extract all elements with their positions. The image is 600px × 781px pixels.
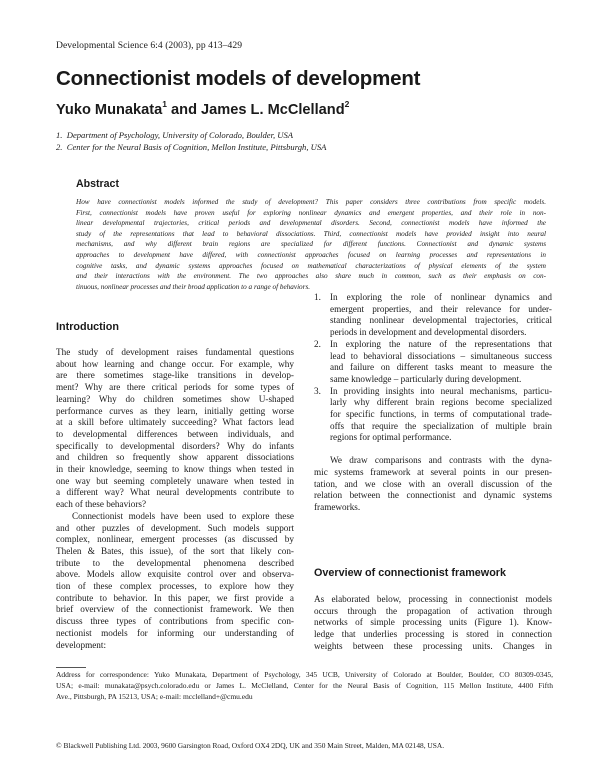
abstract-line: study of the representations that lead to behavioral dissociations. Third, connectionist models have provided insight into neural <box>76 229 546 238</box>
author-affiliation-mark: 1 <box>162 99 167 109</box>
list-item-line: and failure on different tasks meant to measure the <box>330 362 552 373</box>
affiliation: 2. Center for the Neural Basis of Cognition, Mellon Institute, Pittsburgh, USA <box>56 142 327 152</box>
text-line: a different way? What neural developments contribute to <box>56 487 294 498</box>
list-item-line: In providing insights into neural mechanisms, particu- <box>330 385 552 396</box>
abstract-line: linear developmental trajectories, critical periods and developmental disorders. Second, connectionist models have informed the <box>76 219 546 228</box>
list-item-line: offs that require the specialization of multiple brain <box>330 420 552 431</box>
copyright-notice: © Blackwell Publishing Ltd. 2003, 9600 Garsington Road, Oxford OX4 2DQ, UK and 350 Main Street, Malden, MA 02148, USA. <box>56 741 445 750</box>
list-item <box>314 292 552 339</box>
abstract-line: mechanisms, and why different brain regions are specialized for different functions. Connectionist and dynamic systems <box>76 240 546 249</box>
list-item-line: standing nonlinear developmental trajectories, critical <box>330 315 552 326</box>
list-item-line: lead to behavioral dissociations – simultaneous success <box>330 350 552 361</box>
text-line: Connectionist models have been used to explore these <box>72 510 294 521</box>
text-line: Thelen & Bates, this issue), of the sort that likely con- <box>56 545 294 556</box>
text-line: ment? Why are there critical periods for some types of <box>56 382 294 393</box>
abstract-line: approaches to development have differed, with connectionist approaches focused on learning processes and representations in <box>76 250 546 259</box>
right-column <box>314 292 552 514</box>
text-line: each of these behaviors? <box>56 499 147 510</box>
author-joiner: and <box>166 101 202 118</box>
introduction-heading: Introduction <box>56 321 119 333</box>
text-line: frameworks. <box>314 501 361 512</box>
address-line: Ave., Pittsburgh, PA 15213, USA; e-mail: mcclelland+@cmu.edu <box>56 692 253 702</box>
text-line: ledge that underlies processing is stored in connection <box>314 629 552 640</box>
intro-paragraph-1 <box>56 347 294 511</box>
text-line: in their knowledge, seeming to know things when tested in <box>56 464 294 475</box>
author-list <box>56 100 349 118</box>
left-column <box>56 347 294 651</box>
address-line: Address for correspondence: Yuko Munakata, Department of Psychology, 345 UCB, University of Colorado at Boulder, Boulder, CO 80309-0345, <box>56 670 553 679</box>
address-line: USA; e-mail: munakata@psych.colorado.edu or James L. McClelland, Center for the Neural Basis of Cognition, 115 Mellon Institute, 4400 Fifth <box>56 681 553 691</box>
text-line: The study of development raises fundamental questions <box>56 347 294 357</box>
correspondence-address <box>56 669 553 703</box>
text-line: learning? Why do children sometimes show U-shaped <box>56 393 294 404</box>
abstract-line: cognitive tasks, and dynamic systems approaches focused on mathematical characterizations of physical elements of the system <box>76 261 546 270</box>
text-line: tation, and we close with an overall discussion of the <box>314 478 552 489</box>
text-line: development: <box>56 639 107 650</box>
paper-title: Connectionist models of development <box>56 67 421 90</box>
list-item-line: emergent properties, and their relevance for under- <box>330 303 552 314</box>
abstract-line: How have connectionist models informed the study of development? This paper considers three contributions from specific models. <box>76 198 546 206</box>
intro-paragraph-3 <box>314 455 552 514</box>
text-line: tion of these complex processes, to explore how they <box>56 581 294 592</box>
text-line: one way but seeming completely unaware when tested in <box>56 475 294 486</box>
text-line: above. Models allow exquisite control over and observa- <box>56 569 294 580</box>
abstract-line: tinuous, nonlinear processes and their broad application to a range of behaviors. <box>76 282 311 291</box>
intro-paragraph-2 <box>56 511 294 651</box>
list-item-line: periods in development and developmental disorders. <box>330 327 527 338</box>
author-name: James L. McClelland <box>201 101 345 118</box>
text-line: and other puzzles of development. Such models support <box>56 522 294 533</box>
list-item-line: larly why different brain regions become specialized <box>330 397 552 408</box>
overview-text <box>314 594 552 653</box>
list-number: 1. <box>314 292 321 302</box>
author-name: Yuko Munakata <box>56 101 163 118</box>
text-line: at a skill before ultimately succeeding? What factors lead <box>56 417 294 428</box>
text-line: complex, nonlinear, emergent processes (as discussed by <box>56 534 294 545</box>
text-line: brief overview of the connectionist framework. We then <box>56 604 294 615</box>
text-line: weights between these processing units. Changes in <box>314 640 552 651</box>
text-line: As elaborated below, processing in connectionist models <box>314 594 552 604</box>
list-item-line: regions for optimal performance. <box>330 432 452 443</box>
abstract-line: and their interactions with the environment. The two approaches also share much in common, such as their emphasis on con- <box>76 272 546 281</box>
text-line: about how learning and change occur. For example, why <box>56 358 294 369</box>
author-affiliation-mark: 2 <box>344 99 350 109</box>
text-line: nectionist models for informing our understanding of <box>56 627 294 638</box>
list-item <box>314 386 552 445</box>
contribution-list <box>314 292 552 444</box>
text-line: mic systems framework at several points in our presen- <box>314 466 552 477</box>
text-line: are there sometimes stage-like transitions in develop- <box>56 370 294 381</box>
affiliation: 1. Department of Psychology, University of Colorado, Boulder, USA <box>56 130 294 140</box>
text-line: We draw comparisons and contrasts with the dyna- <box>330 455 552 466</box>
list-item-line: for specific functions, in terms of computational trade- <box>330 409 552 420</box>
text-line: specifically to developmental disorders? Why do infants <box>56 440 294 451</box>
list-number: 3. <box>314 385 321 396</box>
abstract-heading: Abstract <box>76 178 119 190</box>
text-line: performance curves as they learn, initially getting worse <box>56 405 294 416</box>
list-item-line: same knowledge – particularly during development. <box>330 373 522 384</box>
overview-heading: Overview of connectionist framework <box>314 567 506 579</box>
text-line: tribute to the developmental phenomena described <box>56 557 294 568</box>
journal-citation: Developmental Science 6:4 (2003), pp 413–429 <box>56 40 243 51</box>
footnote-rule <box>56 667 86 668</box>
list-item-line: In exploring the role of nonlinear dynamics and <box>330 292 552 302</box>
abstract-body <box>76 197 546 292</box>
text-line: relation between the connectionist and dynamic systems <box>314 490 552 501</box>
text-line: discuss three types of contributions from specific con- <box>56 616 294 627</box>
text-line: to developmental differences between individuals, and <box>56 428 294 439</box>
text-line: occurs through the propagation of activation through <box>314 605 552 616</box>
overview-paragraph <box>314 594 552 653</box>
text-line: contribute to behavior. In this paper, we first provide a <box>56 592 294 603</box>
text-line: and children so frequently show apparent dissociations <box>56 452 294 463</box>
list-item-line: In exploring the nature of the representations that <box>330 338 552 349</box>
abstract-line: First, connectionist models have proven useful for exploring nonlinear dynamics and emergent properties, and their role in non- <box>76 208 546 217</box>
list-item <box>314 339 552 386</box>
text-line: networks of simple processing units (Figure 1). Know- <box>314 617 552 628</box>
list-number: 2. <box>314 338 321 349</box>
